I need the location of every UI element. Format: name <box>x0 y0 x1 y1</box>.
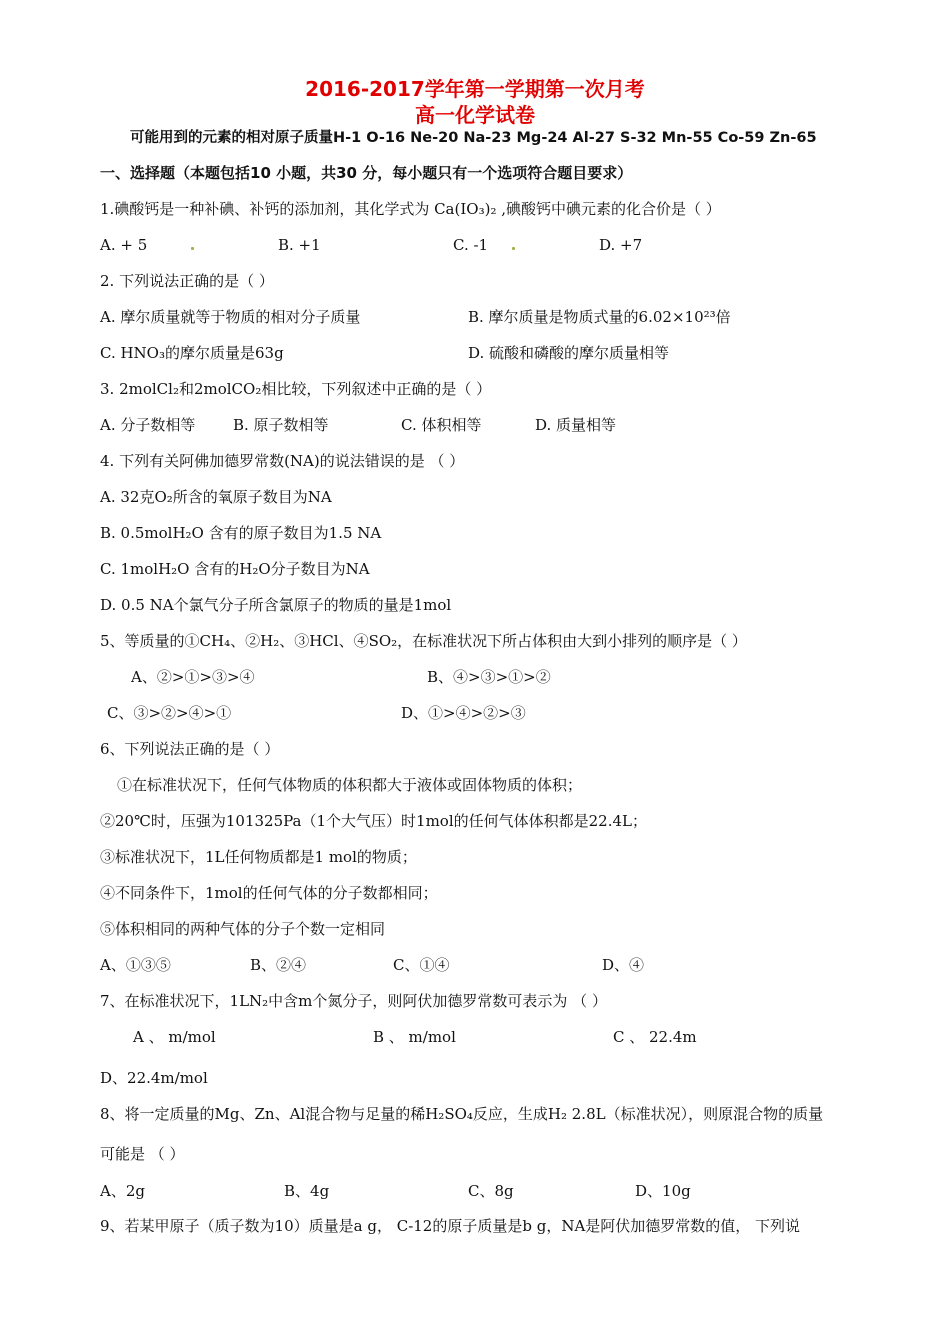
q3-option-b: B. 原子数相等 <box>233 416 329 434</box>
q1-option-b: B. +1 <box>278 236 321 254</box>
q2-option-b: B. 摩尔质量是物质式量的6.02×10²³倍 <box>468 308 731 326</box>
q1-option-a: A. + 5 <box>100 236 148 254</box>
q2-option-d: D. 硫酸和磷酸的摩尔质量相等 <box>468 344 670 362</box>
q1-option-d: D. +7 <box>599 236 643 254</box>
q6-option-d: D、④ <box>602 956 645 974</box>
q3-option-c: C. 体积相等 <box>401 416 482 434</box>
section-heading: 一、选择题（本题包括10 小题，共30 分，每小题只有一个选项符合题目要求） <box>100 164 633 182</box>
q4-option-b: B. 0.5molH₂O 含有的原子数目为1.5 NA <box>100 524 382 542</box>
q8-option-d: D、10g <box>635 1182 691 1200</box>
q1-stem: 1.碘酸钙是一种补碘、补钙的添加剂，其化学式为 Ca(IO₃)₂ ,碘酸钙中碘元素的化合价是（ ） <box>100 200 721 218</box>
atomic-masses-line: 可能用到的元素的相对原子质量H-1 O-16 Ne-20 Na-23 Mg-24 Al-27 S-32 Mn-55 Co-59 Zn-65 <box>130 130 817 146</box>
q5-option-c: C、③>②>④>① <box>107 704 232 722</box>
q4-option-a: A. 32克O₂所含的氧原子数目为NA <box>100 488 332 506</box>
q3-option-d: D. 质量相等 <box>535 416 617 434</box>
exam-subtitle: 高一化学试卷 <box>415 103 535 127</box>
q4-stem: 4. 下列有关阿佛加德罗常数(NA)的说法错误的是 （ ） <box>100 452 465 470</box>
q7-option-d: D、22.4m/mol <box>100 1069 208 1087</box>
q6-statement-5: ⑤体积相同的两种气体的分子个数一定相同 <box>100 920 386 938</box>
q5-option-a: A、②>①>③>④ <box>131 668 255 686</box>
q3-option-a: A. 分子数相等 <box>100 416 196 434</box>
q7-option-c: C 、 22.4m <box>613 1028 697 1046</box>
q6-option-b: B、②④ <box>250 956 307 974</box>
q3-stem: 3. 2molCl₂和2molCO₂相比较，下列叙述中正确的是（ ） <box>100 380 492 398</box>
q6-option-a: A、①③⑤ <box>100 956 171 974</box>
q2-stem: 2. 下列说法正确的是（ ） <box>100 272 274 290</box>
q7-stem: 7、在标准状况下，1LN₂中含m个氮分子，则阿伏加德罗常数可表示为 （ ） <box>100 992 607 1010</box>
q5-stem: 5、等质量的①CH₄、②H₂、③HCl、④SO₂，在标准状况下所占体积由大到小排列的顺序是（ ） <box>100 632 747 650</box>
q5-option-d: D、①>④>②>③ <box>401 704 526 722</box>
q1-option-c: C. -1 <box>453 236 489 254</box>
q6-statement-3: ③标准状况下，1L任何物质都是1 mol的物质； <box>100 848 417 866</box>
q4-option-c: C. 1molH₂O 含有的H₂O分子数目为NA <box>100 560 370 578</box>
scan-dot <box>191 247 194 250</box>
q2-option-a: A. 摩尔质量就等于物质的相对分子质量 <box>100 308 361 326</box>
q7-option-a: A 、 m/mol <box>133 1028 216 1046</box>
q4-option-d: D. 0.5 NA个氯气分子所含氯原子的物质的量是1mol <box>100 596 452 614</box>
scan-dot <box>512 247 515 250</box>
q8-option-c: C、8g <box>468 1182 514 1200</box>
q6-statement-4: ④不同条件下，1mol的任何气体的分子数都相同； <box>100 884 438 902</box>
q6-statement-1: ①在标准状况下，任何气体物质的体积都大于液体或固体物质的体积； <box>117 776 583 794</box>
q7-option-b: B 、 m/mol <box>373 1028 456 1046</box>
q2-option-c: C. HNO₃的摩尔质量是63g <box>100 344 284 362</box>
q8-option-b: B、4g <box>284 1182 330 1200</box>
q8-option-a: A、2g <box>100 1182 145 1200</box>
q6-statement-2: ②20℃时，压强为101325Pa（1个大气压）时1mol的任何气体体积都是22.4L； <box>100 812 647 830</box>
q8-stem: 8、将一定质量的Mg、Zn、Al混合物与足量的稀H₂SO₄反应，生成H₂ 2.8L（标准状况），则原混合物的质量 <box>100 1105 824 1123</box>
exam-title: 2016-2017学年第一学期第一次月考 <box>305 77 645 101</box>
q5-option-b: B、④>③>①>② <box>427 668 551 686</box>
q6-option-c: C、①④ <box>393 956 450 974</box>
q6-stem: 6、下列说法正确的是（ ） <box>100 740 280 758</box>
q9-stem: 9、若某甲原子（质子数为10）质量是a g， C-12的原子质量是b g，NA是阿伏加德罗常数的值， 下列说 <box>100 1217 801 1235</box>
q8-stem-continued: 可能是 （ ） <box>100 1145 185 1163</box>
